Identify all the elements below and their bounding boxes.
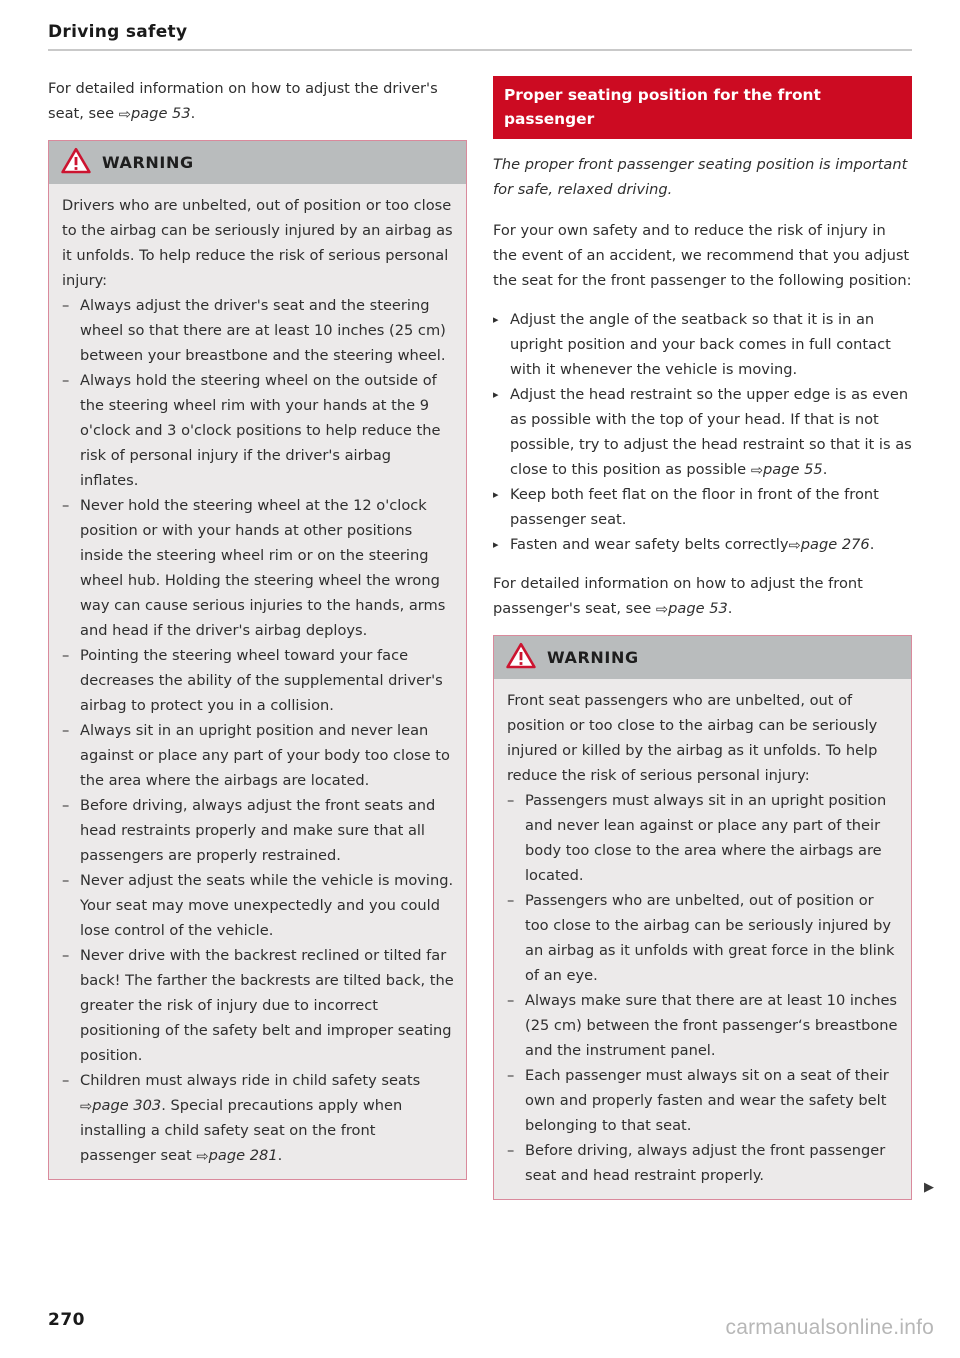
- warning-intro-text: Drivers who are unbelted, out of position or too close to the airbag can be seriously injured by an airbag as it unfolds. To help reduce the risk of serious personal injury:: [62, 197, 453, 289]
- xref-label: page 53: [130, 105, 191, 122]
- warning-bullet-text: Always hold the steering wheel on the outside of the steering wheel rim with your hands at the 9 o'clock and 3 o'clock positions to help reduce the risk of personal injury if the driver's airbag inflates.: [80, 372, 441, 489]
- warning-body: [494, 679, 911, 1199]
- xref-label: page 276: [800, 536, 870, 553]
- warning-bullet-item: [62, 643, 454, 718]
- action-step-text-suffix: .: [822, 461, 828, 478]
- dash-bullet-glyph: –: [62, 872, 70, 889]
- dash-bullet-glyph: –: [507, 792, 515, 809]
- warning-bullet-item: [62, 1068, 454, 1168]
- left-intro-paragraph: [48, 76, 467, 126]
- dash-bullet-glyph: –: [62, 1072, 70, 1089]
- dash-bullet-glyph: –: [62, 372, 70, 389]
- warning-bullet-item: [62, 868, 454, 943]
- dash-bullet-glyph: –: [507, 992, 515, 1009]
- warning-label: WARNING: [102, 153, 194, 172]
- cross-reference-link[interactable]: [789, 536, 870, 553]
- warning-bullet-item: [62, 793, 454, 868]
- action-step-text-prefix: Adjust the head restraint so the upper edge is as even as possible with the top of your head. If that is not possible, try to adjust the head restraint so that it is as close to this position as possible: [510, 386, 912, 478]
- action-step-text-prefix: Fasten and wear safety belts correctly: [510, 536, 789, 553]
- warning-bullet-text: Before driving, always adjust the front passenger seat and head restraint properly.: [525, 1142, 886, 1184]
- section-heading: Proper seating position for the front passenger: [493, 76, 912, 139]
- page-columns: [48, 76, 934, 1200]
- dash-bullet-glyph: –: [62, 947, 70, 964]
- action-step-item: [493, 382, 912, 482]
- cross-reference-link[interactable]: [119, 105, 191, 122]
- warning-bullet-item: [62, 368, 454, 493]
- action-step-item: [493, 532, 912, 557]
- xref-label: page 281: [208, 1147, 278, 1164]
- action-step-text: Keep both feet flat on the floor in front of the front passenger seat.: [510, 486, 879, 528]
- left-column: [48, 76, 467, 1200]
- warning-bullet-text: Always sit in an upright position and never lean against or place any part of your body too close to the area where the airbags are located.: [80, 722, 450, 789]
- header-rule: [48, 49, 912, 51]
- xref-arrow-icon: ⇨: [750, 462, 764, 479]
- closing-paragraph-suffix: .: [727, 600, 733, 617]
- cross-reference-link[interactable]: [751, 461, 823, 478]
- action-step-item: [493, 307, 912, 382]
- dash-bullet-glyph: –: [62, 797, 70, 814]
- warning-bullet-list: [507, 788, 899, 1188]
- dash-bullet-glyph: –: [62, 497, 70, 514]
- action-step-item: [493, 482, 912, 532]
- warning-bullet-text-middle: . Special precautions apply when installing a child safety seat on the front passenger seat: [80, 1097, 403, 1164]
- cross-reference-link[interactable]: [656, 600, 728, 617]
- triangle-bullet-icon: ▸: [493, 488, 499, 501]
- warning-body: [49, 184, 466, 1179]
- right-column: [493, 76, 934, 1200]
- section-paragraph: For your own safety and to reduce the risk of injury in the event of an accident, we recommend that you adjust the seat for the front passenger to the following position:: [493, 222, 912, 289]
- warning-bullet-text: Before driving, always adjust the front seats and head restraints properly and make sure that all passengers are properly restrained.: [80, 797, 436, 864]
- page-title: Driving safety: [48, 22, 188, 42]
- warning-bullet-item: [62, 293, 454, 368]
- xref-arrow-icon: ⇨: [655, 601, 669, 618]
- triangle-bullet-icon: ▸: [493, 313, 499, 326]
- warning-bullet-text: Never adjust the seats while the vehicle is moving. Your seat may move unexpectedly and you could lose control of the vehicle.: [80, 872, 454, 939]
- dash-bullet-glyph: –: [507, 892, 515, 909]
- warning-header: [49, 141, 466, 184]
- warning-bullet-item: [62, 718, 454, 793]
- warning-bullet-list: [62, 293, 454, 1168]
- left-intro-text: For detailed information on how to adjust the driver's seat, see: [48, 80, 438, 122]
- xref-arrow-icon: ⇨: [80, 1098, 93, 1115]
- warning-bullet-text-suffix: .: [277, 1147, 283, 1164]
- warning-bullet-text: Each passenger must always sit on a seat of their own and properly fasten and wear the safety belt belonging to that seat.: [525, 1067, 889, 1134]
- warning-triangle-icon: [506, 642, 536, 673]
- warning-bullet-item: [507, 1063, 899, 1138]
- triangle-bullet-icon: ▸: [493, 388, 499, 401]
- cross-reference-link[interactable]: [196, 1147, 277, 1164]
- xref-arrow-icon: ⇨: [118, 106, 131, 123]
- closing-paragraph: [493, 571, 912, 621]
- xref-label: page 303: [92, 1097, 162, 1114]
- dash-bullet-glyph: –: [507, 1142, 515, 1159]
- action-step-list: [493, 307, 912, 557]
- page-number: 270: [48, 1310, 85, 1330]
- dash-bullet-glyph: –: [62, 722, 70, 739]
- warning-label: WARNING: [547, 648, 639, 667]
- continuation-marker-icon: ▶: [924, 1180, 934, 1195]
- warning-bullet-text: Always adjust the driver's seat and the steering wheel so that there are at least 10 inches (25 cm) between your breastbone and the steering wheel.: [80, 297, 446, 364]
- warning-bullet-text: Never drive with the backrest reclined or tilted far back! The farther the backrests are tilted back, the greater the risk of injury due to incorrect positioning of the safety belt and improper seating position.: [80, 947, 454, 1064]
- warning-bullet-item: [507, 988, 899, 1063]
- warning-header: [494, 636, 911, 679]
- warning-bullet-text: Never hold the steering wheel at the 12 o'clock position or with your hands at other positions inside the steering wheel rim or on the steering wheel hub. Holding the steering wheel the wrong way can cause serious injuries to the hands, arms and head if the driver's airbag deploys.: [80, 497, 446, 639]
- section-italic-intro: The proper front passenger seating position is important for safe, relaxed driving.: [493, 156, 908, 198]
- closing-paragraph-text: For detailed information on how to adjust the front passenger's seat, see: [493, 575, 863, 617]
- warning-bullet-item: [507, 788, 899, 888]
- warning-bullet-item: [62, 943, 454, 1068]
- running-header: [48, 22, 912, 51]
- left-intro-suffix: .: [190, 105, 196, 122]
- dash-bullet-glyph: –: [507, 1067, 515, 1084]
- warning-bullet-text: Passengers who are unbelted, out of position or too close to the airbag can be seriously injured by an airbag as it unfolds with great force in the blink of an eye.: [525, 892, 895, 984]
- xref-arrow-icon: ⇨: [196, 1148, 209, 1165]
- xref-label: page 55: [763, 461, 823, 478]
- warning-intro-text: Front seat passengers who are unbelted, out of position or too close to the airbag can be seriously injured or killed by the airbag as it unfolds. To help reduce the risk of serious personal injury:: [507, 692, 878, 784]
- warning-bullet-text: Always make sure that there are at least 10 inches (25 cm) between the front passenger‘s breastbone and the instrument panel.: [525, 992, 898, 1059]
- warning-bullet-item: [507, 888, 899, 988]
- xref-label: page 53: [668, 600, 728, 617]
- action-step-text: Adjust the angle of the seatback so that it is in an upright position and your back comes in full contact with it whenever the vehicle is moving.: [510, 311, 891, 378]
- driver-warning-box: [48, 140, 467, 1180]
- warning-bullet-text: Pointing the steering wheel toward your face decreases the ability of the supplemental driver's airbag to protect you in a collision.: [80, 647, 443, 714]
- xref-arrow-icon: ⇨: [788, 537, 801, 554]
- triangle-bullet-icon: ▸: [493, 538, 499, 551]
- warning-bullet-item: [507, 1138, 899, 1188]
- warning-bullet-text: Passengers must always sit in an upright position and never lean against or place any part of their body too close to the area where the airbags are located.: [525, 792, 887, 884]
- watermark: carmanualsonline.info: [725, 1316, 934, 1339]
- action-step-text-suffix: .: [869, 536, 875, 553]
- warning-bullet-item: [62, 493, 454, 643]
- warning-triangle-icon: [61, 147, 91, 178]
- dash-bullet-glyph: –: [62, 647, 70, 664]
- warning-bullet-text-prefix: Children must always ride in child safety seats: [80, 1072, 421, 1089]
- dash-bullet-glyph: –: [62, 297, 70, 314]
- cross-reference-link[interactable]: [80, 1097, 161, 1114]
- passenger-warning-box: [493, 635, 912, 1200]
